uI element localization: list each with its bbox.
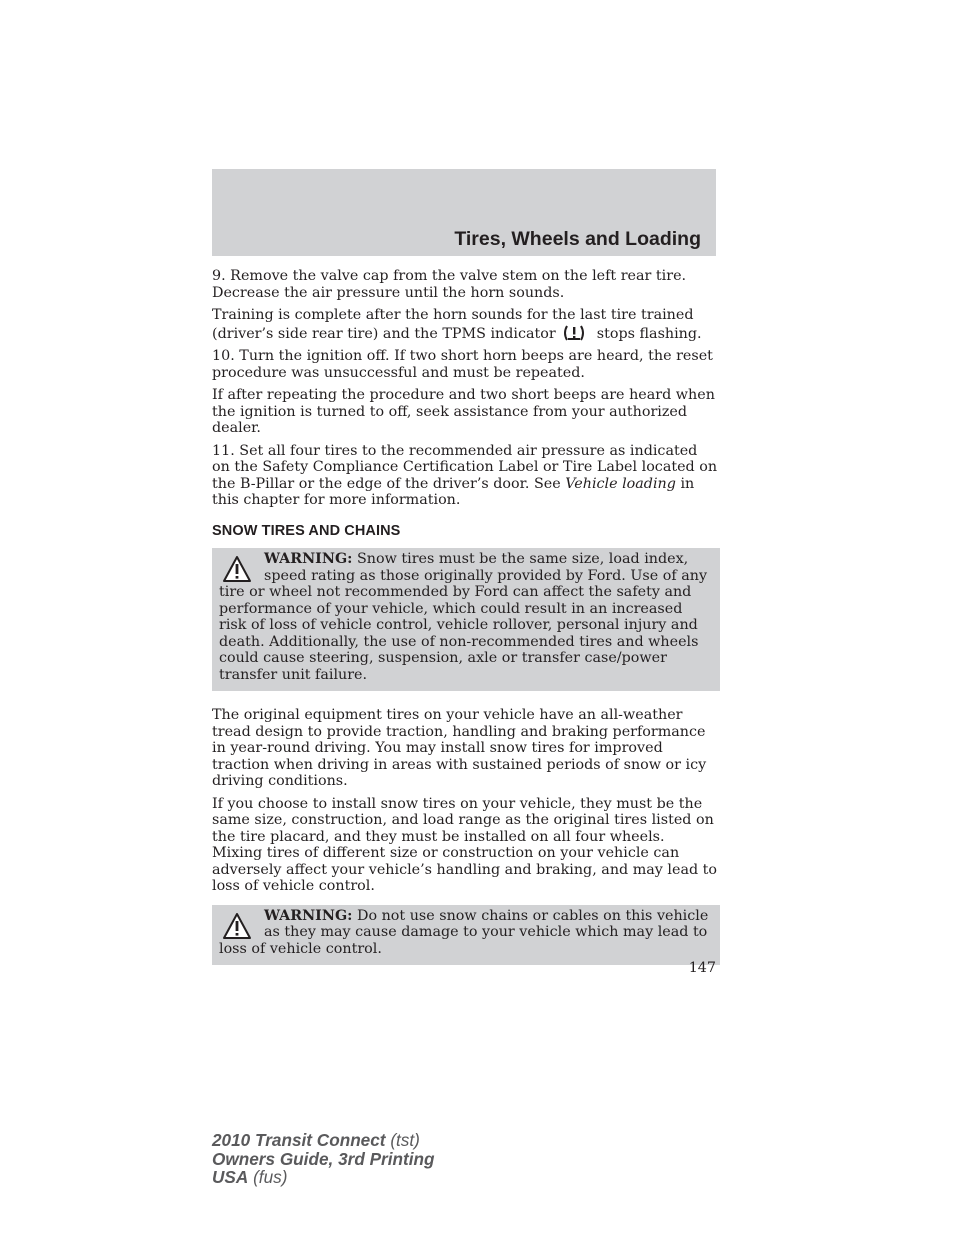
chapter-header-band [212,169,716,256]
warning-label: WARNING: [264,907,353,924]
section-heading: SNOW TIRES AND CHAINS [212,522,401,539]
training-paragraph [212,307,718,342]
warning-triangle-icon [222,555,252,583]
step-10: 10. Turn the ignition off. If two short horn beeps are heard, the reset procedure was unsuccessful and must be repeated. [212,348,713,381]
warning-text: Snow tires must be the same size, load index, speed rating as those originally provided by Ford. Use of any tire or wheel not recommended by Ford can affect the safety and performance of your vehicle, which could result in an increased risk of loss of vehicle control, vehicle rollover, personal injury and death. Additionally, the use of non-recommended tires and wheels could cause steering, suspension, axle or transfer case/power transfer unit failure. [219,551,708,683]
footer-line-market [212,1168,435,1187]
training-text-before: Training is complete after the horn sounds for the last tire trained (driver’s side rear tire) and the TPMS indicator [212,307,694,342]
document-footer [212,1131,435,1187]
snow-tires-paragraph-2: If you choose to install snow tires on your vehicle, they must be the same size, construction, and load range as the original tires listed on the tire placard, and they must be installed on all four wheels. Mixing tires of different size or construction on your vehicle can adversely affect your vehicle’s handling and braking, and may lead to loss of vehicle control. [212,795,718,894]
chapter-title: Tires, Wheels and Loading [454,228,701,250]
step-11-text: 11. Set all four tires to the recommended air pressure as indicated on the Safety Compliance Certification Label or Tire Label located on the B-Pillar or the edge of the driver’s door. See [212,442,718,492]
training-text-after: stops flashing. [596,325,702,342]
footer-edition: Owners Guide, 3rd Printing [212,1148,435,1169]
page-number: 147 [688,960,716,976]
tpms-indicator-icon [562,324,586,342]
footer-market-code: (fus) [253,1167,288,1187]
warning-box-snow-tires [212,548,720,691]
snow-tires-paragraph-1: The original equipment tires on your vehicle have an all-weather tread design to provide traction, handling and braking performance in year-round driving. You may install snow tires for improved traction when driving in areas with sustained periods of snow or icy driving conditions. [212,707,707,789]
step-11 [212,443,718,509]
warning-label: WARNING: [264,551,353,567]
repeat-note: If after repeating the procedure and two short beeps are heard when the ignition is turned to off, seek assistance from your authorized dealer. [212,387,715,436]
footer-model: 2010 Transit Connect [212,1130,386,1150]
footer-market: USA [212,1167,249,1187]
footer-line-model [212,1131,435,1150]
step-9: 9. Remove the valve cap from the valve stem on the left rear tire. Decrease the air pressure until the horn sounds. [212,268,687,301]
page-content [212,268,718,965]
warning-triangle-icon [222,912,252,940]
warning-text: Do not use snow chains or cables on this vehicle as they may cause damage to your vehicle which may lead to loss of vehicle control. [219,907,709,957]
step-11-text-end: in this chapter for more information. [212,475,695,508]
footer-model-code: (tst) [390,1130,420,1150]
vehicle-loading-reference: Vehicle loading [565,475,676,492]
warning-box-snow-chains [212,905,720,966]
